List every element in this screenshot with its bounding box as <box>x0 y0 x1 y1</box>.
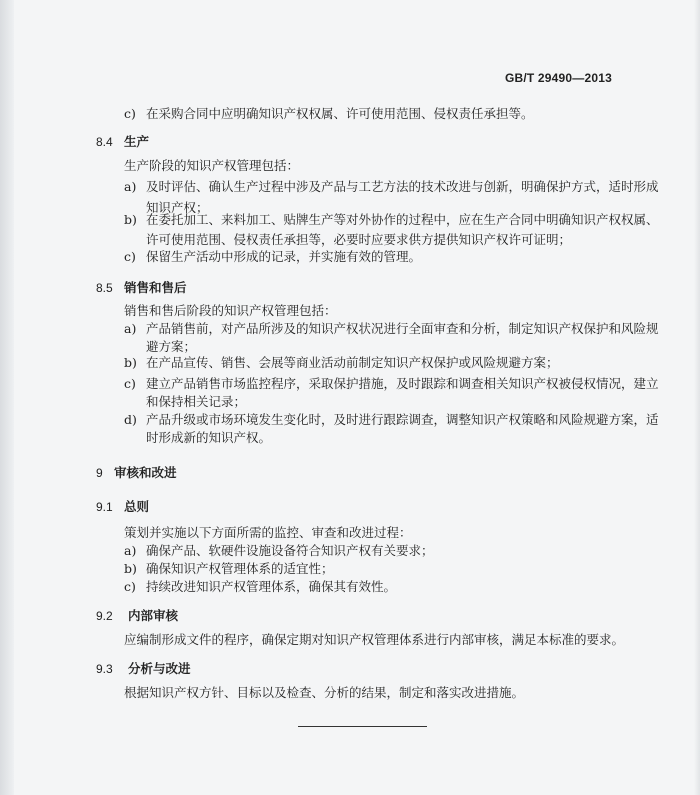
section-number: 9.3 <box>96 662 113 676</box>
section-number: 9.2 <box>96 609 113 623</box>
section-number: 8.4 <box>96 135 113 149</box>
section-number: 9 <box>96 466 103 480</box>
list-marker: a) <box>124 321 137 336</box>
list-item-text: 保留生产活动中形成的记录，并实施有效的管理。 <box>146 249 422 264</box>
section-intro: 销售和售后阶段的知识产权管理包括： <box>124 303 337 318</box>
section-number: 9.1 <box>96 500 113 514</box>
list-marker: c) <box>124 249 136 264</box>
list-marker: b) <box>124 561 137 576</box>
list-marker: c) <box>124 376 136 391</box>
section-title: 销售和售后 <box>124 281 187 295</box>
list-item-text: 在采购合同中应明确知识产权权属、许可使用范围、侵权责任承担等。 <box>146 106 534 121</box>
list-item-text: 许可使用范围、侵权责任承担等，必要时应要求供方提供知识产权许可证明； <box>146 232 572 247</box>
list-item-text: 确保知识产权管理体系的适宜性； <box>146 561 334 576</box>
list-item-text: 及时评估、确认生产过程中涉及产品与工艺方法的技术改进与创新，明确保护方式，适时形成 <box>146 179 659 194</box>
section-body: 应编制形成文件的程序，确保定期对知识产权管理体系进行内部审核，满足本标准的要求。 <box>124 632 625 647</box>
list-marker: a) <box>124 543 137 558</box>
section-title: 分析与改进 <box>128 662 191 676</box>
list-item-text: 在产品宣传、销售、会展等商业活动前制定知识产权保护或风险规避方案； <box>146 355 559 370</box>
list-item-text: 在委托加工、来料加工、贴牌生产等对外协作的过程中，应在生产合同中明确知识产权权属、 <box>146 212 659 227</box>
list-marker: a) <box>124 179 137 194</box>
list-marker: d) <box>124 412 137 427</box>
list-item-text: 建立产品销售市场监控程序，采取保护措施，及时跟踪和调查相关知识产权被侵权情况，建立 <box>146 376 659 391</box>
list-item-text: 和保持相关记录； <box>146 394 247 409</box>
scan-shadow-left <box>0 0 14 795</box>
list-item-text: 避方案； <box>146 339 197 354</box>
section-title: 内部审核 <box>128 609 179 623</box>
end-of-text-rule <box>298 726 427 727</box>
list-item-text: 产品升级或市场环境发生变化时，及时进行跟踪调查，调整知识产权策略和风险规避方案，适 <box>146 412 659 427</box>
scan-shadow-right <box>694 0 700 795</box>
section-number: 8.5 <box>96 281 113 295</box>
section-title: 总则 <box>124 500 150 514</box>
list-item-text: 知识产权； <box>146 200 209 215</box>
list-marker: c) <box>124 106 136 121</box>
document-id: GB/T 29490—2013 <box>504 71 612 85</box>
section-title: 生产 <box>124 135 150 149</box>
section-intro: 生产阶段的知识产权管理包括： <box>124 158 300 173</box>
list-marker: c) <box>124 579 136 594</box>
list-item-text: 时形成新的知识产权。 <box>146 430 272 445</box>
list-item-text: 持续改进知识产权管理体系，确保其有效性。 <box>146 579 397 594</box>
list-item-text: 产品销售前，对产品所涉及的知识产权状况进行全面审查和分析，制定知识产权保护和风险规 <box>146 321 659 336</box>
list-marker: b) <box>124 355 137 370</box>
section-intro: 策划并实施以下方面所需的监控、审查和改进过程： <box>124 525 412 540</box>
list-marker: b) <box>124 212 137 227</box>
section-body: 根据知识产权方针、目标以及检查、分析的结果，制定和落实改进措施。 <box>124 685 525 700</box>
list-item-text: 确保产品、软硬件设施设备符合知识产权有关要求； <box>146 543 434 558</box>
section-title: 审核和改进 <box>114 466 177 480</box>
